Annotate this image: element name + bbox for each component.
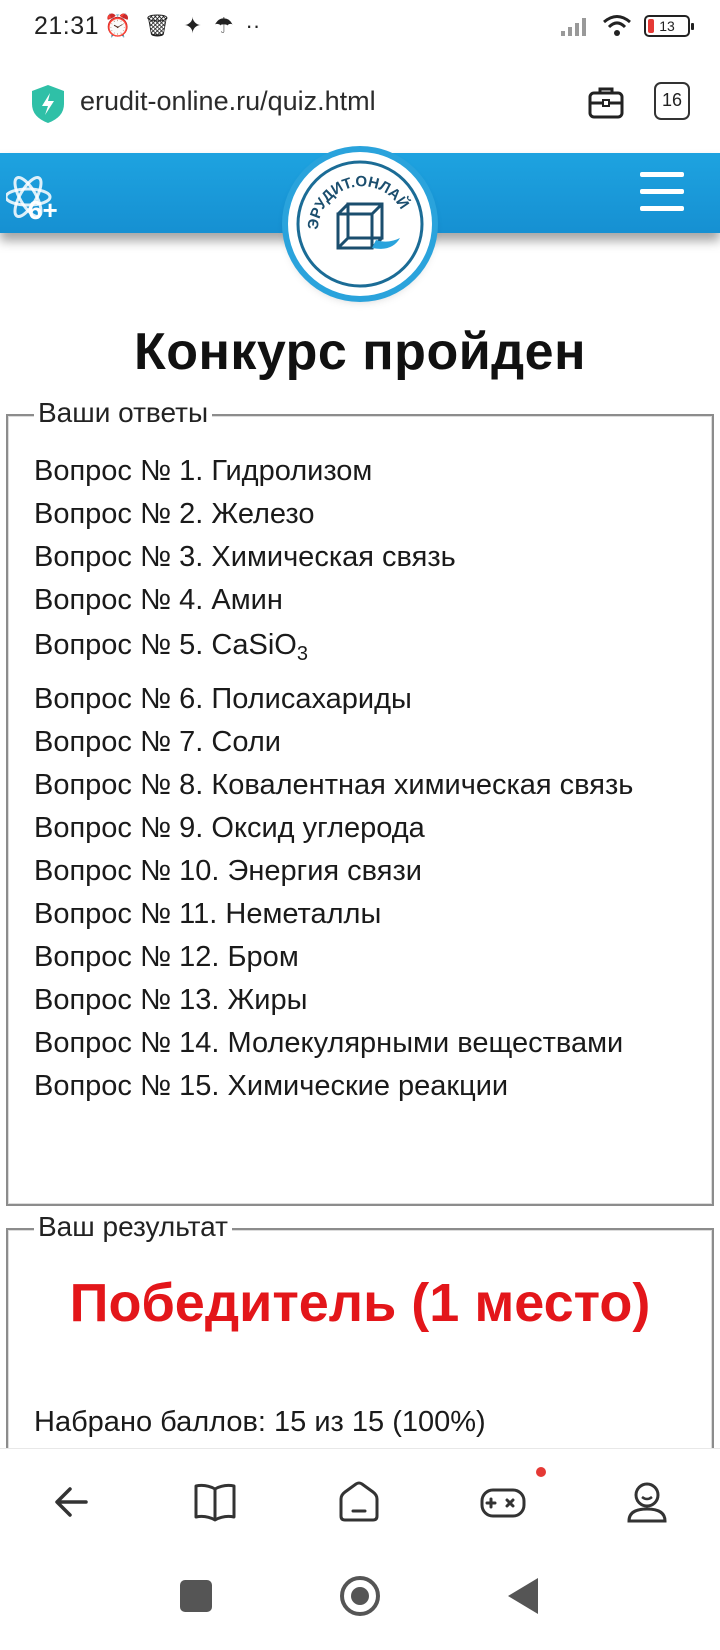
system-home-button[interactable] — [340, 1576, 380, 1616]
answers-list — [34, 450, 674, 1108]
logo-text: ЭРУДИТ.ОНЛАЙ — [304, 173, 413, 231]
briefcase-icon[interactable] — [586, 82, 626, 122]
answer-item: Вопрос № 2. Железо — [34, 498, 315, 530]
answer-item: Вопрос № 12. Бром — [34, 941, 299, 973]
umbrella-icon: ☂ — [213, 13, 234, 38]
answer-item: Вопрос № 5. CaSiO$_3$ — [34, 629, 308, 665]
score-text: Набрано баллов: 15 из 15 (100%) — [34, 1406, 486, 1438]
more-dots-icon: ·· — [245, 13, 261, 38]
logo-graphic — [288, 152, 432, 296]
address-bar — [0, 56, 720, 154]
gamepad-icon[interactable] — [478, 1477, 528, 1527]
battery-indicator — [644, 15, 690, 37]
status-bar — [0, 0, 720, 56]
trash-icon: 🗑 — [143, 13, 172, 38]
security-shield-icon[interactable] — [30, 84, 66, 124]
home-icon[interactable] — [334, 1477, 384, 1527]
answers-legend: Ваши ответы — [34, 397, 212, 429]
profile-icon[interactable] — [622, 1477, 672, 1527]
page-title: Конкурс пройден — [133, 323, 587, 381]
answer-item: Вопрос № 13. Жиры — [34, 984, 308, 1016]
answer-item: Вопрос № 3. Химическая связь — [34, 541, 456, 573]
answer-item: Вопрос № 7. Соли — [34, 726, 281, 758]
battery-level: 13 — [659, 18, 675, 34]
answer-item: Вопрос № 10. Энергия связи — [34, 855, 422, 887]
answer-item: Вопрос № 11. Неметаллы — [34, 898, 382, 930]
answer-item: Вопрос № 8. Ковалентная химическая связь — [34, 769, 634, 801]
status-system-icons — [560, 14, 690, 38]
book-icon[interactable] — [190, 1477, 240, 1527]
system-back-button[interactable] — [508, 1578, 538, 1614]
wifi-icon — [602, 14, 632, 38]
answer-item: Вопрос № 1. Гидролизом — [34, 455, 373, 487]
answer-item: Вопрос № 14. Молекулярными веществами — [34, 1027, 624, 1059]
answers-panel — [6, 397, 714, 1206]
status-notification-icons — [104, 13, 260, 39]
answer-item: Вопрос № 4. Амин — [34, 584, 283, 616]
status-time: 21:31 — [34, 12, 100, 40]
age-rating: 6+ — [28, 195, 58, 225]
browser-toolbar — [0, 1448, 720, 1558]
signal-icon — [560, 15, 590, 37]
system-nav-bar — [0, 1558, 720, 1650]
site-logo[interactable] — [288, 152, 432, 296]
notification-dot — [536, 1467, 546, 1477]
back-arrow-icon[interactable] — [46, 1477, 96, 1527]
recent-apps-button[interactable] — [180, 1580, 212, 1612]
answer-item: Вопрос № 15. Химические реакции — [34, 1070, 509, 1102]
tabs-button[interactable]: 16 — [654, 82, 690, 120]
app-icon: ✦ — [183, 13, 202, 38]
result-panel — [6, 1211, 714, 1468]
result-title: Победитель (1 место) — [69, 1273, 651, 1333]
answer-item: Вопрос № 9. Оксид углерода — [34, 812, 425, 844]
hamburger-menu-icon[interactable] — [640, 172, 684, 216]
alarm-icon: ⏰ — [104, 13, 132, 38]
url-field[interactable]: erudit-online.ru/quiz.html — [80, 86, 376, 116]
result-legend: Ваш результат — [34, 1211, 232, 1243]
answer-item: Вопрос № 6. Полисахариды — [34, 683, 412, 715]
formula-subscript: 3 — [296, 643, 308, 665]
